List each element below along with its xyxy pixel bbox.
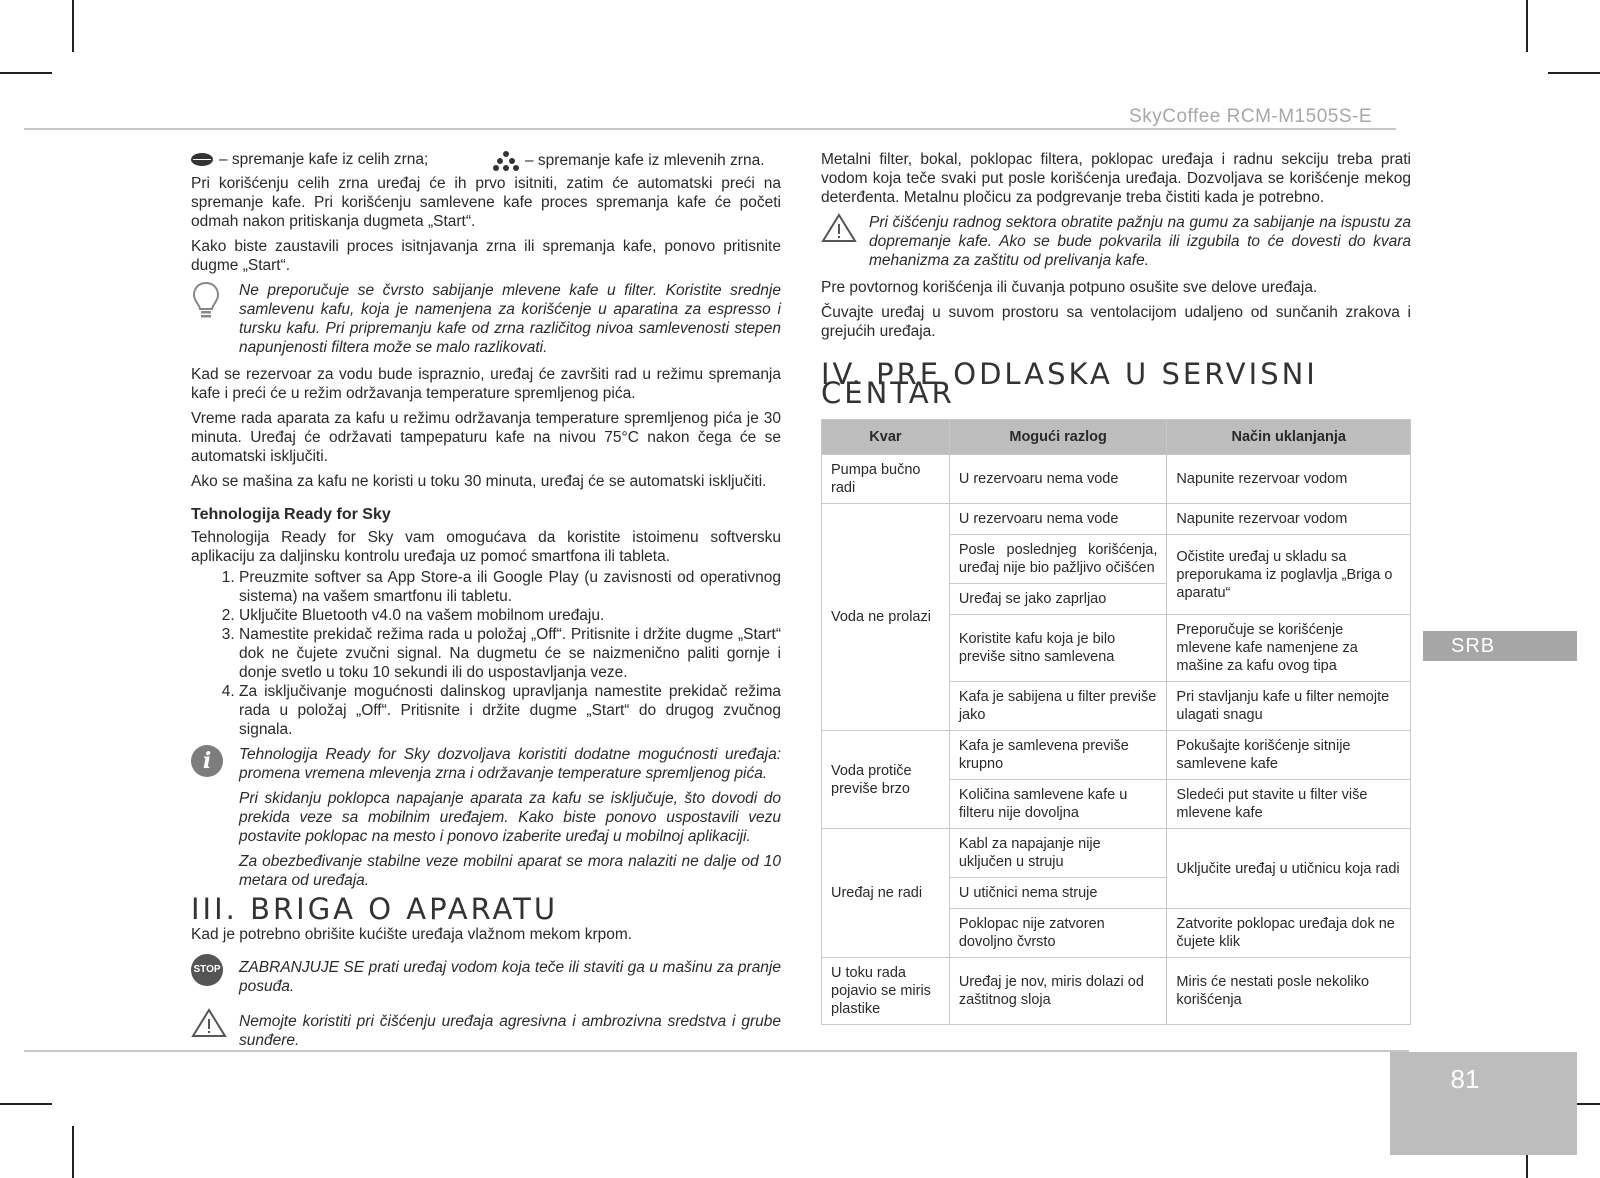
section-title-care: III. BRIGA O APARATU [191,892,559,926]
paragraph: Čuvajte uređaj u suvom prostoru sa ventolacijom udaljeno od sunčanih zrakova i grejućih uređaja. [821,304,1411,340]
paragraph: Vreme rada aparata za kafu u režimu održavanja temperature spremljenog pića je 30 minuta. Uređaj će održavati tampераturu kafe na nivou 75°C nakon čega će se automatski isključiti. [191,410,781,465]
list-item: 3. Namestite prekidač režima rada u položaj „Off“. Pritisnite i držite dugme „Start“ dok ne čujete zvučni signal. Na dugmetu će se naizmenično paliti gornje i donje svetlo u toku 10 sekundi ili do uspostavljanja veze. [239,625,781,682]
warning-note [191,1008,781,1050]
paragraph: Ako se mašina za kafu ne koristi u toku 30 minuta, uređaj će se automatski isključiti. [191,473,767,490]
paragraph: Kad se rezervoar za vodu bude ispraznio, uređaj će završiti rad u režimu spremanja kafe i preći će u režim održavanja temperature spremljenog pića. [191,366,781,402]
lightbulb-icon [191,281,221,319]
fault-cell: Uređaj ne radi [822,829,950,958]
paragraph: Metalni filter, bokal, poklopac filtera, poklopac uređaja i radnu sekciju treba prati vodom koja teče svaki put posle korišćenja uređaja. Dozvoljava se korišćenje mekog deterđenta. Metalnu pločicu za podgrevanje treba čistiti kada je potrebno. [821,151,1411,206]
cause-cell: U rezervoaru nema vode [949,455,1167,504]
cause-cell: Posle poslednjeg korišćenja, uređaj nije bio pažljivo očišćen [949,535,1167,584]
legend-ground-text: – spremanje kafe iz mlevenih zrna. [525,152,765,170]
table-row [822,958,1411,1025]
running-header: SkyCoffee RCM-M1505S-E [1129,106,1372,127]
legend-whole-beans-text: – spremanje kafe iz celih zrna; [219,151,429,168]
paragraph: Pre povtornog korišćenja ili čuvanja potpuno osušite sve delove uređaja. [821,279,1318,296]
fault-cell: Voda protiče previše brzo [822,731,950,829]
stop-icon: STOP [191,954,223,986]
legend-whole-beans [191,150,428,169]
info-text: Za obezbeđivanje stabilne veze mobilni aparat se mora nalaziti ne dalje od 10 metara od uređaja. [239,853,781,889]
table-row [822,504,1411,535]
cause-cell: Kafa je samlevena previše krupno [949,731,1167,780]
header-rule [24,128,1396,130]
fix-cell: Napunite rezervoar vodom [1167,504,1411,535]
warning-note [821,213,1411,270]
fix-cell: Zatvorite poklopac uređaja dok ne čujete klik [1167,909,1411,958]
tip-note [191,281,781,357]
fix-cell: Pri stavljanju kafe u filter nemojte ulagati snagu [1167,682,1411,731]
crop-mark [1526,0,1528,52]
left-column [191,148,781,1058]
cause-cell: Kafa je sabijena u filter previše jako [949,682,1167,731]
fix-cell: Pokušajte korišćenje sitnije samlevene kafe [1167,731,1411,780]
fix-cell: Miris će nestati posle nekoliko korišćenja [1167,958,1411,1025]
cause-cell: Koristite kafu koja je bilo previše sitno samlevena [949,615,1167,682]
cause-cell: Poklopac nije zatvoren dovoljno čvrsto [949,909,1167,958]
section-title-service: IV. PRE ODLASKA U SERVISNI CENTAR [821,357,1318,410]
cause-cell: Uređaj se jako zaprljao [949,584,1167,615]
warning-icon [191,1008,227,1038]
column-header: Mogući razlog [949,420,1167,455]
legend-ground [493,150,765,172]
cause-cell: U rezervoaru nema vode [949,504,1167,535]
mode-legend [191,148,781,172]
tip-text: Ne preporučuje se čvrsto sabijanje mlevene kafe u filter. Koristite srednje samlevenu kafu, koja je namenjena za korišćenje u aparatina za espresso i tursku kafu. Pri pripremanju kafe od zrna različitog nivoa samlevenosti stepen napunjenosti filtera može se malo razlikovati. [239,282,781,356]
info-note [191,745,781,890]
fix-cell: Preporučuje se korišćenje mlevene kafe namenjene za mašine za kafu ovog tipa [1167,615,1411,682]
warning-icon [821,213,857,243]
crop-mark [1548,72,1600,74]
stop-note [191,954,781,996]
page-number: 81 [1450,1064,1480,1094]
warning-text: Nemojte koristiti pri čišćenju uređaja agresivna i ambrozivna sredstva i grube sunđere. [239,1013,781,1049]
language-tab: SRB [1423,631,1577,661]
page-number-box [1390,1052,1577,1155]
cause-cell: Uređaj je nov, miris dolazi od zaštitnog sloja [949,958,1167,1025]
paragraph: Pri korišćenju celih zrna uređaj će ih prvo isitniti, zatim će automatski preći na spremanje kafe. Pri korišćenju samlevene kafe proces spremanja kafe će početi odmah nakon pritiskanja dugmeta „Start“. [191,175,781,230]
fix-cell: Napunite rezervoar vodom [1167,455,1411,504]
info-text: Pri skidanju poklopca napajanje aparata za kafu se isključuje, što dovodi do prekida veze sa mobilnim uređajem. Kako biste ponovo uspostavili vezu postavite poklopac na mesto i ponovo izaberite uređaj u mobilnoj aplikaciji. [239,790,781,845]
cause-cell: U utičnici nema struje [949,878,1167,909]
right-column [821,150,1411,1025]
fix-cell: Uključite uređaj u utičnicu koja radi [1167,829,1411,909]
info-icon: i [191,745,223,777]
paragraph: Tehnologija Ready for Sky vam omogućava da koristite istoimenu softversku aplikaciju za daljinsku kontrolu uređaja uz pomoć smartfona ili tableta. [191,529,781,565]
list-item: 4. Za isključivanje mogućnosti dalinskog upravljanja namestite prekidač režima rada u položaj „Off“. Pritisnite i držite dugme „Start“ do drugog zvučnog signala. [239,682,781,739]
fix-cell: Sledeći put stavite u filter više mlevene kafe [1167,780,1411,829]
fault-cell: Voda ne prolazi [822,504,950,731]
crop-mark [72,0,74,52]
info-text: Tehnologija Ready for Sky dozvoljava koristiti dodatne mogućnosti uređaja: promena vremena mlevenja zrna i održavanje temperature spremljenog pića. [239,746,781,782]
coffee-bean-icon [191,153,213,166]
setup-steps [191,568,781,739]
crop-mark [72,1126,74,1178]
paragraph: Kako biste zaustavili proces isitnjavanja zrna ili spremanja kafe, ponovo pritisnite dugme „Start“. [191,238,781,274]
list-item: 2. Uključite Bluetooth v4.0 na vašem mobilnom uređaju. [239,606,781,625]
crop-mark [0,72,52,74]
table-row [822,455,1411,504]
table-header-row [822,420,1411,455]
stop-text: ZABRANJUJE SE prati uređaj vodom koja teče ili staviti ga u mašinu za pranje posuđa. [239,959,781,995]
fault-cell: Pumpa bučno radi [822,455,950,504]
paragraph: Kad je potrebno obrišite kućište uređaja vlažnom mekom krpom. [191,926,633,943]
fault-cell: U toku rada pojavio se miris plastike [822,958,950,1025]
subheading-ready-for-sky: Tehnologija Ready for Sky [191,506,391,523]
column-header: Način uklanjanja [1167,420,1411,455]
column-header: Kvar [822,420,950,455]
fix-cell: Očistite uređaj u skladu sa preporukama iz poglavlja „Briga o aparatu“ [1167,535,1411,615]
warning-text: Pri čišćenju radnog sektora obratite pažnju na gumu za sabijanje na ispustu za dopremanje kafe. Ako se bude pokvarila ili izgubila to će dovesti do kvara mehanizma za zaštitu od prelivanja kafe. [869,214,1411,269]
table-row [822,829,1411,878]
table-row [822,731,1411,780]
ground-coffee-icon [493,150,519,172]
crop-mark [0,1103,52,1105]
list-item: 1. Preuzmite softver sa App Store-a ili Google Play (u zavisnosti od operativnog sistema) na vašem smartfonu ili tabletu. [239,568,781,606]
cause-cell: Količina samlevene kafe u filteru nije dovoljna [949,780,1167,829]
troubleshooting-table [821,419,1411,1025]
cause-cell: Kabl za napajanje nije uključen u struju [949,829,1167,878]
